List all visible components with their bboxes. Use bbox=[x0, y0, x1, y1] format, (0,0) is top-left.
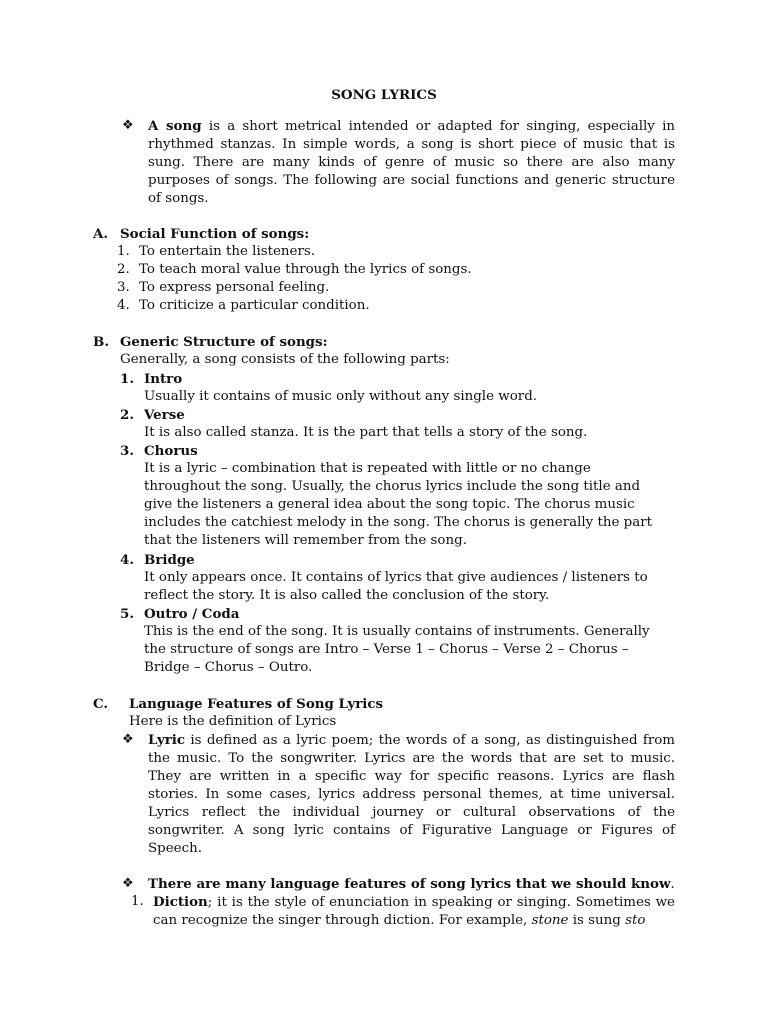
list-item-number: 3. bbox=[117, 280, 130, 295]
section-c-title: Language Features of Song Lyrics bbox=[129, 696, 384, 712]
part-name: Chorus bbox=[144, 443, 198, 459]
section-b-title: Generic Structure of songs: bbox=[120, 334, 328, 350]
part-number: 5. bbox=[120, 606, 134, 622]
list-item-number: 2. bbox=[117, 262, 130, 277]
diction-example-word: stone bbox=[531, 913, 569, 928]
lyric-bold-term: Lyric bbox=[148, 732, 186, 748]
diction-bold-term: Diction bbox=[153, 894, 208, 910]
section-a-letter: A. bbox=[93, 226, 109, 242]
part-description: It is a lyric – combination that is repeated with little or no change throughout the song. Usually, the chorus lyrics include the song title and give the listeners a general idea about the song topic. The chorus music includes the catchiest melody in the song. The chorus is generally the part that the listeners will remember from the song. bbox=[144, 461, 653, 548]
diction-paragraph bbox=[153, 893, 675, 929]
list-item: To express personal feeling. bbox=[139, 280, 330, 295]
lyric-definition-paragraph bbox=[148, 731, 675, 858]
diamond-bullet-icon: ❖ bbox=[122, 118, 134, 133]
lyric-definition-text: is defined as a lyric poem; the words of a song, as distinguished from the music. To the songwriter. Lyrics are the words that are set to music. They are written in a specific way for specific reasons. Lyrics are flash stories. In some cases, lyrics address personal themes, at time universal. Lyrics reflect the individual journey or cultural observations of the songwriter. A song lyric contains of Figurative Language or Figures of Speech. bbox=[148, 733, 675, 856]
intro-text: is a short metrical intended or adapted for singing, especially in rhythmed stanzas. In simple words, a song is short piece of music that is sung. There are many kinds of genre of music so there are also many purposes of songs. The following are social functions and generic structure of songs. bbox=[148, 119, 675, 206]
list-item-number: 4. bbox=[117, 298, 130, 313]
part-name: Bridge bbox=[144, 552, 195, 568]
list-item: To entertain the listeners. bbox=[139, 244, 315, 259]
part-number: 4. bbox=[120, 552, 134, 568]
list-item: To teach moral value through the lyrics of songs. bbox=[139, 262, 472, 277]
section-c-lead: Here is the definition of Lyrics bbox=[129, 714, 337, 729]
page-title: SONG LYRICS bbox=[331, 87, 437, 103]
part-name: Verse bbox=[144, 407, 185, 423]
part-description: It is also called stanza. It is the part that tells a story of the song. bbox=[144, 425, 588, 440]
intro-bold-lead: A song bbox=[148, 118, 202, 134]
part-name: Outro / Coda bbox=[144, 606, 240, 622]
part-description: This is the end of the song. It is usually contains of instruments. Generally the structure of songs are Intro – Verse 1 – Chorus – Verse 2 – Chorus – Bridge – Chorus – Outro. bbox=[144, 624, 650, 675]
part-number: 2. bbox=[120, 407, 134, 423]
diction-example-sung: sto bbox=[625, 913, 646, 928]
intro-paragraph bbox=[148, 117, 675, 208]
features-heading bbox=[148, 875, 675, 894]
section-b-letter: B. bbox=[93, 334, 109, 350]
list-item-number: 1. bbox=[131, 894, 144, 909]
list-item: To criticize a particular condition. bbox=[139, 298, 370, 313]
features-heading-text: There are many language features of song lyrics that we should know bbox=[148, 876, 671, 892]
section-c-letter: C. bbox=[93, 696, 109, 712]
part-number: 3. bbox=[120, 443, 134, 459]
section-a-title: Social Function of songs: bbox=[120, 226, 310, 242]
diction-text-mid: is sung bbox=[568, 913, 626, 928]
list-item-number: 1. bbox=[117, 244, 130, 259]
diamond-bullet-icon: ❖ bbox=[122, 876, 134, 891]
part-name: Intro bbox=[144, 371, 183, 387]
features-heading-period: . bbox=[670, 877, 675, 892]
section-b-lead: Generally, a song consists of the following parts: bbox=[120, 352, 450, 367]
part-description: It only appears once. It contains of lyrics that give audiences / listeners to reflect the story. It is also called the conclusion of the story. bbox=[144, 570, 648, 603]
part-description: Usually it contains of music only without any single word. bbox=[144, 389, 538, 404]
diamond-bullet-icon: ❖ bbox=[122, 732, 134, 747]
part-number: 1. bbox=[120, 371, 134, 387]
diction-text: ; it is the style of enunciation in speaking or singing. Sometimes we can recognize the singer through diction. For example, bbox=[153, 895, 675, 928]
